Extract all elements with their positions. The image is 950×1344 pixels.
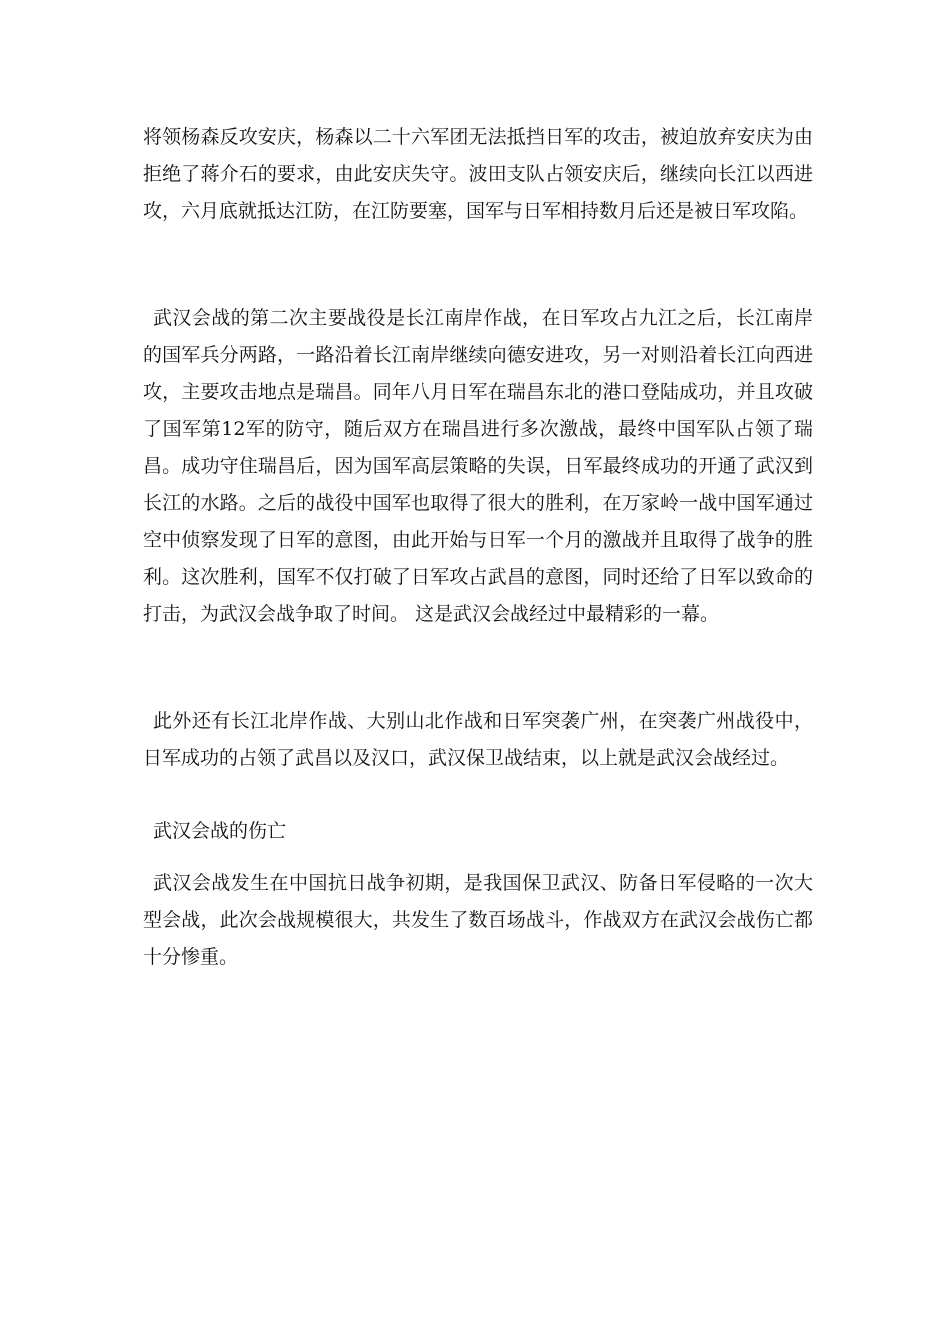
paragraph-anqing: 将领杨森反攻安庆，杨森以二十六军团无法抵挡日军的攻击，被迫放弃安庆为由拒绝了蒋介石的要求，由此安庆失守。波田支队占领安庆后，继续向长江以西进攻，六月底就抵达江防，在江防要塞，国军与日军相持数月后还是被日军攻陷。	[143, 126, 813, 222]
paragraph-north-bank-battle: 此外还有长江北岸作战、大别山北作战和日军突袭广州，在突袭广州战役中，日军成功的占领了武昌以及汉口，武汉保卫战结束，以上就是武汉会战经过。	[143, 710, 813, 769]
paragraph-south-bank-battle: 武汉会战的第二次主要战役是长江南岸作战，在日军攻占九江之后，长江南岸的国军兵分两路，一路沿着长江南岸继续向德安进攻，另一对则沿着长江向西进攻，主要攻击地点是瑞昌。同年八月日军在瑞昌东北的港口登陆成功，并且攻破了国军第12军的防守，随后双方在瑞昌进行多次激战，最终中国军队占领了瑞昌。成功守住瑞昌后，因为国军高层策略的失误，日军最终成功的开通了武汉到长江的水路。之后的战役中国军也取得了很大的胜利，在万家岭一战中国军通过空中侦察发现了日军的意图，由此开始与日军一个月的激战并且取得了战争的胜利。这次胜利，国军不仅打破了日军攻占武昌的意图，同时还给了日军以致命的打击，为武汉会战争取了时间。 这是武汉会战经过中最精彩的一幕。	[143, 307, 813, 625]
document-body	[143, 119, 813, 976]
section-heading-casualties: 武汉会战的伤亡	[153, 820, 287, 842]
paragraph-casualties: 武汉会战发生在中国抗日战争初期，是我国保卫武汉、防备日军侵略的一次大型会战，此次会战规模很大，共发生了数百场战斗，作战双方在武汉会战伤亡都十分惨重。	[143, 872, 813, 968]
